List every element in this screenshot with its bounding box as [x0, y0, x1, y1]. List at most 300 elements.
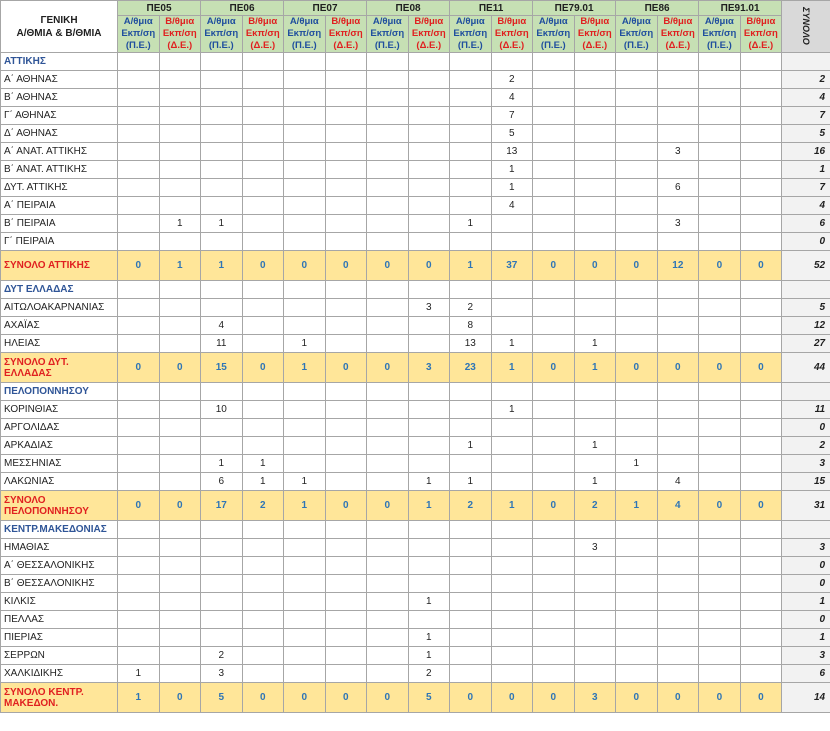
table-cell — [533, 89, 575, 107]
subheader-line: Εκπ/ση — [287, 28, 322, 39]
table-cell — [159, 53, 201, 71]
table-cell — [159, 179, 201, 197]
table-cell: 0 — [242, 251, 284, 281]
table-cell — [242, 317, 284, 335]
table-cell — [367, 161, 409, 179]
table-cell: 0 — [740, 251, 782, 281]
table-cell — [740, 437, 782, 455]
table-cell — [367, 281, 409, 299]
table-cell — [450, 89, 492, 107]
table-cell: 1 — [616, 455, 658, 473]
region-section-row — [1, 383, 830, 401]
directorate-name: ΑΧΑΪΑΣ — [1, 317, 118, 335]
table-cell: 1 — [159, 251, 201, 281]
table-cell: 8 — [450, 317, 492, 335]
table-row — [1, 437, 830, 455]
subheader-line: Εκπ/ση — [245, 28, 280, 39]
table-cell: 0 — [325, 251, 367, 281]
subheader-line: (Δ.Ε.) — [499, 40, 525, 51]
table-cell — [533, 125, 575, 143]
table-cell — [408, 419, 450, 437]
table-cell — [533, 539, 575, 557]
table-row — [1, 665, 830, 683]
table-cell — [367, 665, 409, 683]
table-cell — [740, 521, 782, 539]
row-total-cell: 44 — [782, 353, 830, 383]
table-cell — [657, 161, 699, 179]
column-group-header: ΠΕ08 — [367, 1, 450, 16]
table-cell: 1 — [491, 353, 533, 383]
table-cell: 0 — [616, 251, 658, 281]
table-cell: 0 — [740, 353, 782, 383]
table-cell — [325, 233, 367, 251]
table-cell — [533, 53, 575, 71]
table-cell — [450, 665, 492, 683]
table-cell: 0 — [284, 251, 326, 281]
subheader-line: Εκπ/ση — [411, 28, 446, 39]
table-cell — [657, 89, 699, 107]
table-row — [1, 611, 830, 629]
table-cell — [284, 197, 326, 215]
table-cell — [740, 53, 782, 71]
table-cell — [325, 107, 367, 125]
table-cell — [491, 437, 533, 455]
table-cell — [284, 233, 326, 251]
table-cell — [242, 401, 284, 419]
table-cell: 23 — [450, 353, 492, 383]
header-row-subcolumns — [1, 16, 830, 53]
subheader-line: Α/θμια — [123, 16, 153, 27]
table-cell — [159, 89, 201, 107]
table-cell — [699, 629, 741, 647]
table-cell — [616, 335, 658, 353]
table-cell — [533, 401, 575, 419]
row-total-cell: 6 — [782, 215, 830, 233]
table-cell — [325, 629, 367, 647]
table-cell — [657, 299, 699, 317]
subheader-line: Α/θμια — [289, 16, 319, 27]
directorate-name: ΑΙΤΩΛΟΑΚΑΡΝΑΝΙΑΣ — [1, 299, 118, 317]
table-cell: 1 — [242, 455, 284, 473]
table-cell — [699, 299, 741, 317]
row-total-cell: 31 — [782, 491, 830, 521]
row-total-cell: 7 — [782, 179, 830, 197]
table-cell — [201, 89, 243, 107]
directorate-name: ΑΡΚΑΔΙΑΣ — [1, 437, 118, 455]
primary-education-header — [616, 16, 658, 53]
table-row — [1, 317, 830, 335]
table-cell — [740, 419, 782, 437]
table-cell — [325, 161, 367, 179]
table-cell — [159, 539, 201, 557]
subtotal-label: ΣΥΝΟΛΟ ΑΤΤΙΚΗΣ — [1, 251, 118, 281]
table-cell — [699, 401, 741, 419]
row-total-cell — [782, 521, 830, 539]
directorate-name: ΛΑΚΩΝΙΑΣ — [1, 473, 118, 491]
table-row — [1, 233, 830, 251]
directorate-name: Α΄ ΠΕΙΡΑΙΑ — [1, 197, 118, 215]
table-cell — [699, 575, 741, 593]
table-cell — [491, 647, 533, 665]
table-cell — [616, 317, 658, 335]
table-cell — [367, 539, 409, 557]
table-cell — [574, 419, 616, 437]
table-cell: 4 — [491, 197, 533, 215]
table-cell — [367, 611, 409, 629]
table-cell — [450, 143, 492, 161]
table-cell — [367, 179, 409, 197]
table-cell — [201, 233, 243, 251]
table-cell — [616, 233, 658, 251]
table-cell — [450, 281, 492, 299]
table-cell — [118, 419, 160, 437]
primary-education-header — [367, 16, 409, 53]
row-total-cell: 3 — [782, 647, 830, 665]
table-row — [1, 299, 830, 317]
table-cell — [574, 125, 616, 143]
table-cell — [450, 455, 492, 473]
table-cell — [159, 299, 201, 317]
total-column-header — [782, 1, 830, 53]
table-cell: 1 — [201, 455, 243, 473]
table-cell: 1 — [408, 629, 450, 647]
table-cell — [533, 281, 575, 299]
table-cell: 3 — [657, 215, 699, 233]
column-group-header: ΠΕ91.01 — [699, 1, 782, 16]
table-cell — [325, 281, 367, 299]
table-cell — [408, 401, 450, 419]
table-cell: 5 — [408, 683, 450, 713]
table-cell — [325, 647, 367, 665]
table-cell — [284, 281, 326, 299]
column-group-header: ΠΕ05 — [118, 1, 201, 16]
table-cell: 17 — [201, 491, 243, 521]
table-cell — [242, 665, 284, 683]
table-cell — [657, 383, 699, 401]
directorate-name: ΠΙΕΡΙΑΣ — [1, 629, 118, 647]
table-cell: 0 — [533, 491, 575, 521]
table-cell — [657, 647, 699, 665]
table-cell: 1 — [574, 437, 616, 455]
table-cell: 2 — [450, 299, 492, 317]
table-cell — [242, 335, 284, 353]
table-cell: 1 — [201, 251, 243, 281]
table-cell — [118, 197, 160, 215]
table-cell — [201, 419, 243, 437]
table-cell — [616, 647, 658, 665]
table-cell — [491, 317, 533, 335]
table-cell — [408, 71, 450, 89]
table-cell — [491, 521, 533, 539]
table-cell: 1 — [408, 491, 450, 521]
table-cell — [367, 557, 409, 575]
subheader-line: Β/θμια — [248, 16, 278, 27]
table-cell — [325, 89, 367, 107]
corner-header — [1, 1, 118, 53]
table-cell — [284, 575, 326, 593]
table-cell — [533, 629, 575, 647]
primary-education-header — [699, 16, 741, 53]
table-cell — [284, 521, 326, 539]
table-cell — [118, 281, 160, 299]
table-cell — [118, 215, 160, 233]
table-cell: 0 — [118, 353, 160, 383]
table-cell — [159, 437, 201, 455]
table-cell — [325, 179, 367, 197]
table-cell — [367, 299, 409, 317]
table-cell — [574, 233, 616, 251]
table-cell — [740, 125, 782, 143]
table-cell — [242, 107, 284, 125]
table-row — [1, 197, 830, 215]
table-cell — [740, 317, 782, 335]
table-cell — [201, 539, 243, 557]
table-cell — [699, 383, 741, 401]
table-cell — [118, 299, 160, 317]
table-cell — [201, 53, 243, 71]
table-cell — [118, 575, 160, 593]
table-cell — [159, 521, 201, 539]
table-cell — [242, 593, 284, 611]
table-cell: 4 — [657, 491, 699, 521]
directorate-name: ΔΥΤ. ΑΤΤΙΚΗΣ — [1, 179, 118, 197]
table-cell — [657, 317, 699, 335]
table-cell — [159, 335, 201, 353]
table-cell — [242, 281, 284, 299]
table-cell — [118, 539, 160, 557]
table-cell — [740, 89, 782, 107]
subheader-line: (Π.Ε.) — [374, 40, 400, 51]
table-cell — [159, 455, 201, 473]
row-total-cell: 1 — [782, 593, 830, 611]
table-cell: 13 — [450, 335, 492, 353]
table-cell — [201, 575, 243, 593]
table-cell — [657, 455, 699, 473]
table-cell — [740, 233, 782, 251]
table-cell — [118, 593, 160, 611]
table-cell — [408, 107, 450, 125]
table-cell — [450, 557, 492, 575]
row-total-cell: 4 — [782, 197, 830, 215]
table-cell — [284, 557, 326, 575]
table-cell — [325, 71, 367, 89]
table-cell — [367, 335, 409, 353]
table-cell — [159, 473, 201, 491]
table-header — [1, 1, 830, 53]
table-cell — [325, 335, 367, 353]
table-cell — [616, 215, 658, 233]
table-cell — [533, 593, 575, 611]
table-cell — [699, 107, 741, 125]
table-cell: 3 — [574, 539, 616, 557]
subheader-line: Εκπ/ση — [536, 28, 571, 39]
table-cell: 4 — [657, 473, 699, 491]
table-cell — [616, 71, 658, 89]
table-cell — [159, 401, 201, 419]
subheader-line: (Π.Ε.) — [125, 40, 151, 51]
directorate-name: ΚΟΡΙΝΘΙΑΣ — [1, 401, 118, 419]
row-total-cell: 11 — [782, 401, 830, 419]
table-cell — [325, 593, 367, 611]
table-cell — [367, 455, 409, 473]
table-row — [1, 575, 830, 593]
table-cell — [242, 539, 284, 557]
table-cell — [367, 143, 409, 161]
table-cell — [533, 419, 575, 437]
region-name: ΔΥΤ ΕΛΛΑΔΑΣ — [1, 281, 118, 299]
table-cell: 0 — [367, 491, 409, 521]
table-cell — [367, 593, 409, 611]
directorate-name: Β΄ ΘΕΣΣΑΛΟΝΙΚΗΣ — [1, 575, 118, 593]
table-cell — [699, 143, 741, 161]
table-cell — [699, 281, 741, 299]
corner-line-1: ΓΕΝΙΚΗ — [40, 14, 78, 26]
table-cell: 1 — [450, 215, 492, 233]
table-cell — [450, 575, 492, 593]
subheader-line: Α/θμια — [206, 16, 236, 27]
table-cell — [325, 383, 367, 401]
table-cell — [201, 437, 243, 455]
table-cell — [533, 665, 575, 683]
table-cell — [616, 125, 658, 143]
row-total-cell: 2 — [782, 437, 830, 455]
subheader-line: Α/θμια — [704, 16, 734, 27]
table-cell: 0 — [159, 353, 201, 383]
subheader-line: Β/θμια — [580, 16, 610, 27]
table-cell — [491, 281, 533, 299]
table-cell — [325, 575, 367, 593]
table-cell — [367, 71, 409, 89]
table-cell — [491, 539, 533, 557]
subheader-line: Εκπ/ση — [743, 28, 778, 39]
table-cell — [657, 437, 699, 455]
subheader-line: (Δ.Ε.) — [167, 40, 193, 51]
table-cell — [533, 161, 575, 179]
table-cell: 0 — [657, 683, 699, 713]
table-cell — [699, 197, 741, 215]
table-cell — [159, 419, 201, 437]
table-cell: 0 — [699, 251, 741, 281]
table-cell — [657, 197, 699, 215]
table-cell — [284, 455, 326, 473]
table-cell — [118, 89, 160, 107]
table-cell — [450, 197, 492, 215]
table-cell — [325, 125, 367, 143]
table-cell — [159, 107, 201, 125]
table-cell — [699, 539, 741, 557]
directorate-name: Γ΄ ΑΘΗΝΑΣ — [1, 107, 118, 125]
table-row — [1, 419, 830, 437]
directorate-name: Α΄ ΑΝΑΤ. ΑΤΤΙΚΗΣ — [1, 143, 118, 161]
table-cell — [325, 437, 367, 455]
subheader-line: Εκπ/ση — [162, 28, 197, 39]
table-cell — [450, 611, 492, 629]
region-section-row — [1, 53, 830, 71]
table-cell — [242, 215, 284, 233]
table-cell — [408, 53, 450, 71]
table-cell — [450, 71, 492, 89]
table-cell — [533, 335, 575, 353]
table-cell — [408, 383, 450, 401]
table-cell — [740, 401, 782, 419]
table-cell — [408, 611, 450, 629]
table-cell — [491, 593, 533, 611]
table-cell — [533, 455, 575, 473]
table-cell — [284, 143, 326, 161]
table-cell — [325, 473, 367, 491]
table-cell: 1 — [118, 665, 160, 683]
table-cell: 3 — [408, 299, 450, 317]
table-cell — [325, 557, 367, 575]
table-cell — [491, 233, 533, 251]
table-cell — [284, 383, 326, 401]
column-group-header: ΠΕ86 — [616, 1, 699, 16]
table-cell — [450, 419, 492, 437]
table-cell — [657, 53, 699, 71]
table-cell: 0 — [325, 683, 367, 713]
table-cell — [491, 473, 533, 491]
table-cell — [533, 197, 575, 215]
table-cell — [574, 143, 616, 161]
table-cell — [325, 53, 367, 71]
table-cell — [284, 89, 326, 107]
table-cell — [325, 317, 367, 335]
table-cell — [574, 89, 616, 107]
table-cell: 0 — [740, 491, 782, 521]
subheader-line: Α/θμια — [372, 16, 402, 27]
table-cell — [159, 383, 201, 401]
table-cell — [657, 233, 699, 251]
row-total-cell: 0 — [782, 419, 830, 437]
subheader-line: Β/θμια — [331, 16, 361, 27]
table-cell — [325, 455, 367, 473]
table-cell: 10 — [201, 401, 243, 419]
subheader-line: Β/θμια — [165, 16, 195, 27]
secondary-education-header — [325, 16, 367, 53]
table-row — [1, 215, 830, 233]
table-cell — [740, 647, 782, 665]
secondary-education-header — [159, 16, 201, 53]
table-cell — [699, 473, 741, 491]
table-cell: 0 — [408, 251, 450, 281]
table-cell — [740, 215, 782, 233]
table-cell: 0 — [740, 683, 782, 713]
subheader-line: Εκπ/ση — [121, 28, 156, 39]
table-cell — [740, 539, 782, 557]
table-cell: 0 — [325, 353, 367, 383]
table-row — [1, 161, 830, 179]
table-cell — [325, 215, 367, 233]
table-cell — [657, 521, 699, 539]
table-cell — [450, 161, 492, 179]
table-cell — [118, 125, 160, 143]
table-cell — [657, 401, 699, 419]
table-cell: 2 — [491, 71, 533, 89]
table-cell — [699, 557, 741, 575]
subtotal-row — [1, 491, 830, 521]
subheader-line: Εκπ/ση — [660, 28, 695, 39]
table-cell: 0 — [699, 353, 741, 383]
table-cell — [242, 419, 284, 437]
directorate-name: Β΄ ΑΝΑΤ. ΑΤΤΙΚΗΣ — [1, 161, 118, 179]
table-cell: 1 — [491, 161, 533, 179]
table-cell — [616, 665, 658, 683]
table-cell — [574, 161, 616, 179]
table-row — [1, 179, 830, 197]
table-cell — [657, 665, 699, 683]
table-cell — [118, 629, 160, 647]
subheader-line: Εκπ/ση — [702, 28, 737, 39]
